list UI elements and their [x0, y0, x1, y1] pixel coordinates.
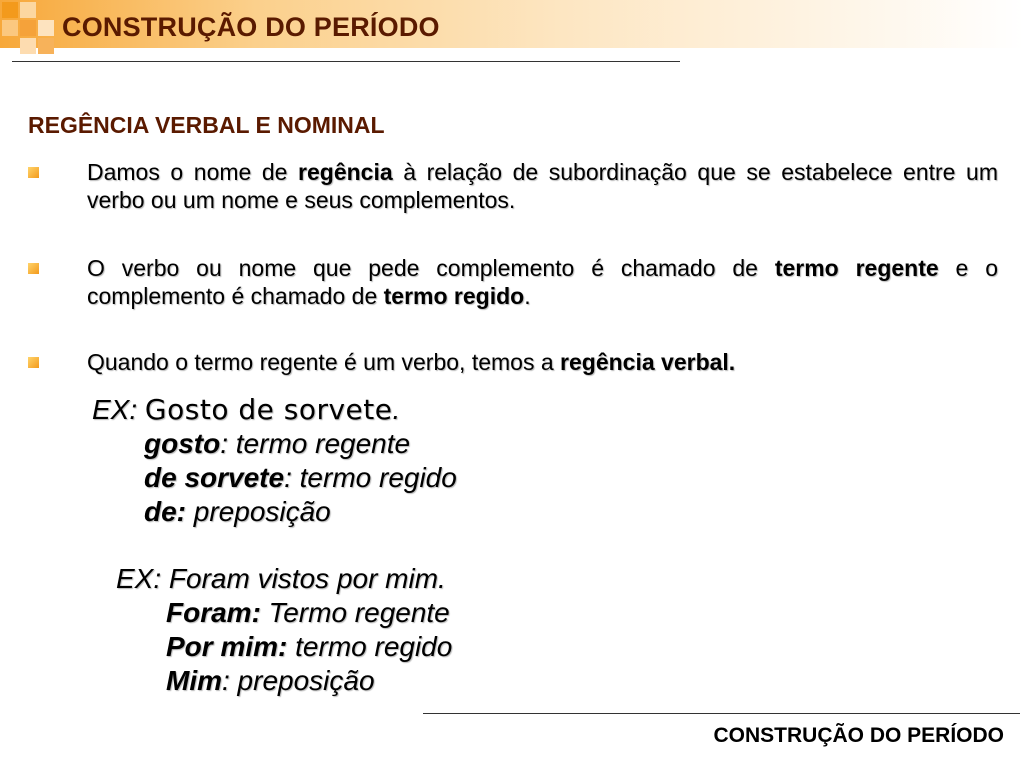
footer-title: CONSTRUÇÃO DO PERÍODO [713, 724, 1004, 747]
example-heading: EX: Foram vistos por mim. [116, 563, 446, 594]
page-title: CONSTRUÇÃO DO PERÍODO [62, 12, 440, 42]
example-block [116, 562, 452, 698]
orange-square-bullet-icon [28, 263, 39, 274]
bullet-text: Damos o nome de regência à relação de subordinação que se estabelece entre um verbo ou um nome e seus complementos. [87, 159, 998, 213]
example-row: de: preposição [144, 496, 331, 527]
bottom-divider [423, 713, 1020, 714]
example-row: Mim: preposição [166, 665, 375, 696]
example-heading: EX: Gosto de sorvete. [92, 393, 401, 426]
orange-square-bullet-icon [28, 357, 39, 368]
orange-squares-logo-icon [0, 0, 60, 62]
example-row: de sorvete: termo regido [144, 462, 457, 493]
section-subtitle: REGÊNCIA VERBAL E NOMINAL [28, 112, 385, 138]
example-row: Por mim: termo regido [166, 631, 453, 662]
bullet-text: Quando o termo regente é um verbo, temos a regência verbal. [87, 349, 736, 375]
bullet-item [28, 348, 998, 376]
example-row: Foram: Termo regente [166, 597, 450, 628]
example-row: gosto: termo regente [144, 428, 411, 459]
bullet-item [28, 254, 998, 310]
bullet-item [28, 158, 998, 214]
example-block [92, 393, 457, 529]
orange-square-bullet-icon [28, 167, 39, 178]
top-divider [12, 61, 680, 62]
bullet-text: O verbo ou nome que pede complemento é chamado de termo regente e o complemento é chamado de termo regido. [87, 255, 999, 309]
